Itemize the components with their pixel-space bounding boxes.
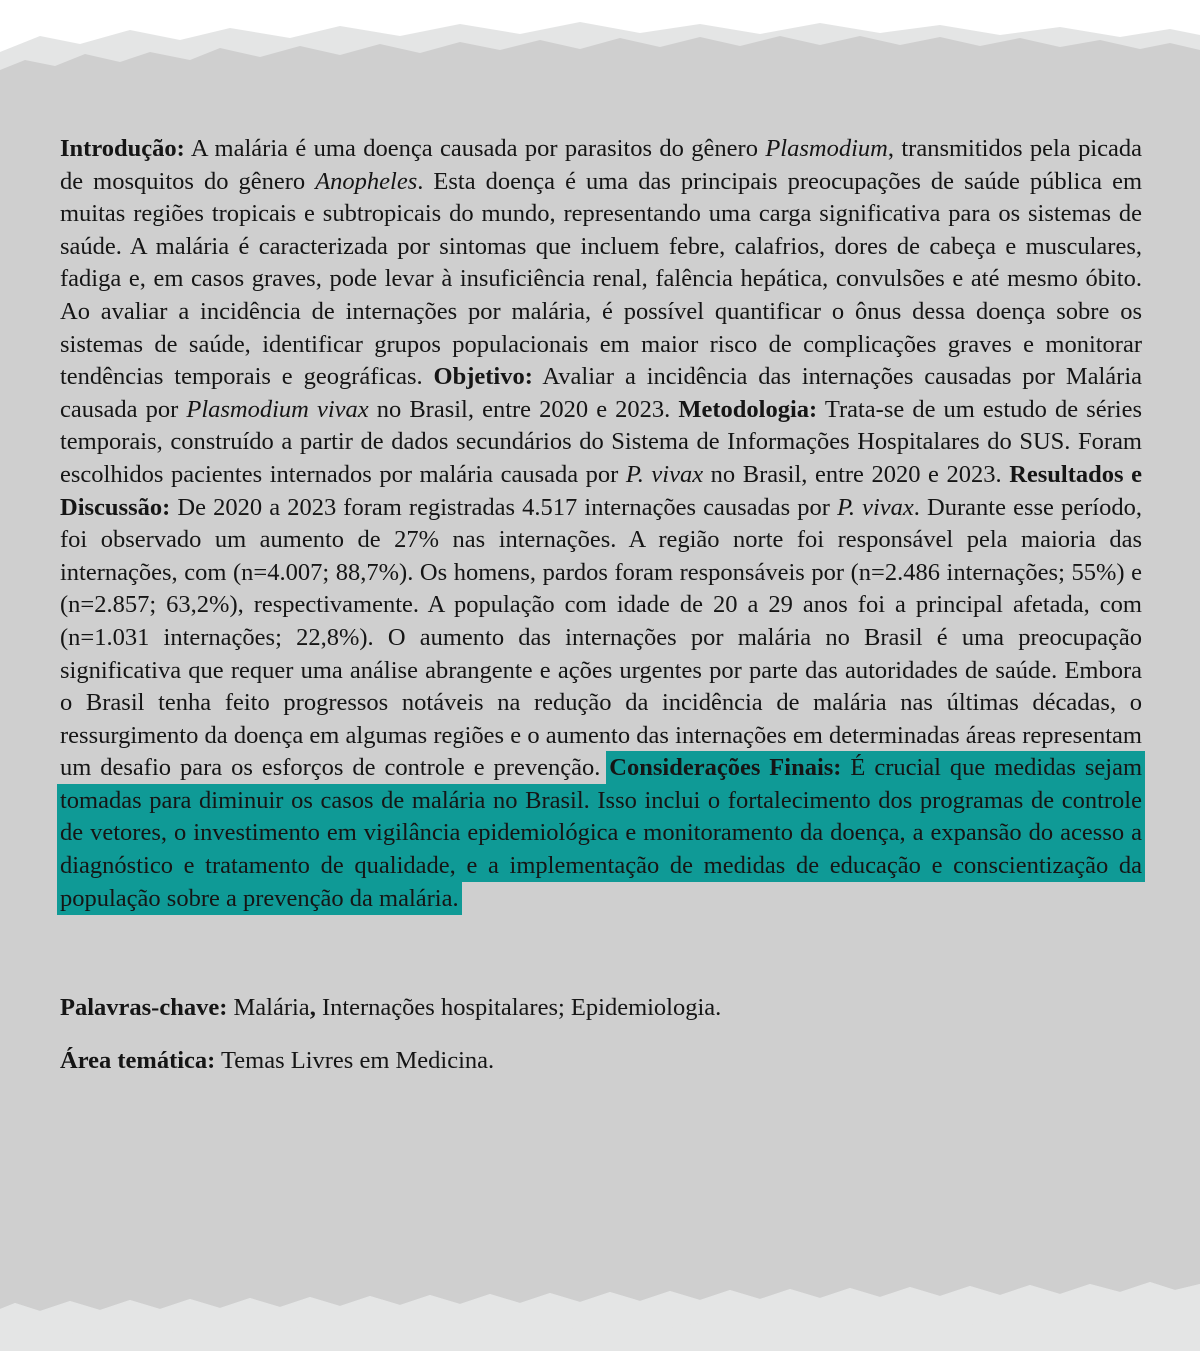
final-text: É crucial que medidas sejam tomadas para diminuir os casos de malária no Brasil. Isso inclui o fortalecimento dos programas de controle de vetores, o investimento em vigilância epidemiológica e monitoramento da doença, a expansão do acesso a diagnóstico e tratamento de qualidade, e a implementação de medidas de educação e conscientização da população sobre a prevenção da malária. [60,754,1143,912]
keyword-separator: , [309,994,316,1022]
final-label: Considerações Finais: [609,754,842,782]
genus-anopheles: Anopheles [315,167,418,195]
results-text: . Durante esse período, foi observado um aumento de 27% nas internações. A região norte foi responsável pela maioria das internações, com (n=4.007; 88,7%). Os homens, pardos foram responsáveis por (n=2.486 internações; 55%) e (n=2.857; 63,2%), respectivamente. A população com idade de 20 a 29 anos foi a principal afetada, com (n=1.031 internações; 22,8%). O aumento das internações por malária no Brasil é uma preocupação significativa que requer uma análise abrangente e ações urgentes por parte das autoridades de saúde. Embora o Brasil tenha feito progressos notáveis na redução da incidência de malária nas últimas décadas, o ressurgimento da doença em algumas regiões e o aumento das internações em determinadas áreas representam um desafio para os esforços de controle e prevenção. [60,493,1142,782]
intro-text: . Esta doença é uma das principais preocupações de saúde pública em muitas regiões tropicais e subtropicais do mundo, representando uma carga significativa para os sistemas de saúde. A malária é caracterizada por sintomas que incluem febre, calafrios, dores de cabeça e musculares, fadiga e, em casos graves, pode levar à insuficiência renal, falência hepática, convulsões e até mesmo óbito. Ao avaliar a incidência de internações por malária, é possível quantificar o ônus dessa doença sobre os sistemas de saúde, identificar grupos populacionais em maior risco de complicações graves e monitorar tendências temporais e geográficas. [60,167,1142,391]
results-label: Resultados e Discussão: [60,460,1142,521]
intro-text: , transmitidos pela picada de mosquitos do gênero [60,135,1142,195]
keyword-malaria: Malária [227,994,310,1022]
species-name: P. vivax [837,493,914,521]
objective-text: Avaliar a incidência das internações causadas por Malária causada por [60,363,1142,423]
objective-text: no Brasil, entre 2020 e 2023. [368,395,679,423]
abstract-paragraph [60,133,1142,915]
objective-label: Objetivo: [433,363,533,391]
area-value: Temas Livres em Medicina. [215,1046,495,1074]
intro-text: A malária é uma doença causada por parasitos do gênero [184,135,766,162]
method-label: Metodologia: [678,395,818,423]
species-name: Plasmodium vivax [186,395,369,423]
thematic-area-line [60,1045,1142,1078]
intro-label: Introdução: [60,135,185,162]
species-name: P. vivax [625,460,704,488]
keywords-line [60,992,1142,1025]
genus-plasmodium: Plasmodium [765,135,888,162]
method-text: Trata-se de um estudo de séries temporais, construído a partir de dados secundários do Sistema de Informações Hospitalares do SUS. Foram escolhidos pacientes internados por malária causada por [60,395,1142,488]
keywords-rest: Internações hospitalares; Epidemiologia. [315,994,722,1022]
method-text: no Brasil, entre 2020 e 2023. [703,460,1010,488]
results-text: De 2020 a 2023 foram registradas 4.517 internações causadas por [170,493,838,521]
area-label: Área temática: [60,1046,216,1074]
keywords-label: Palavras-chave: [60,994,228,1022]
abstract-content [60,133,1142,1077]
